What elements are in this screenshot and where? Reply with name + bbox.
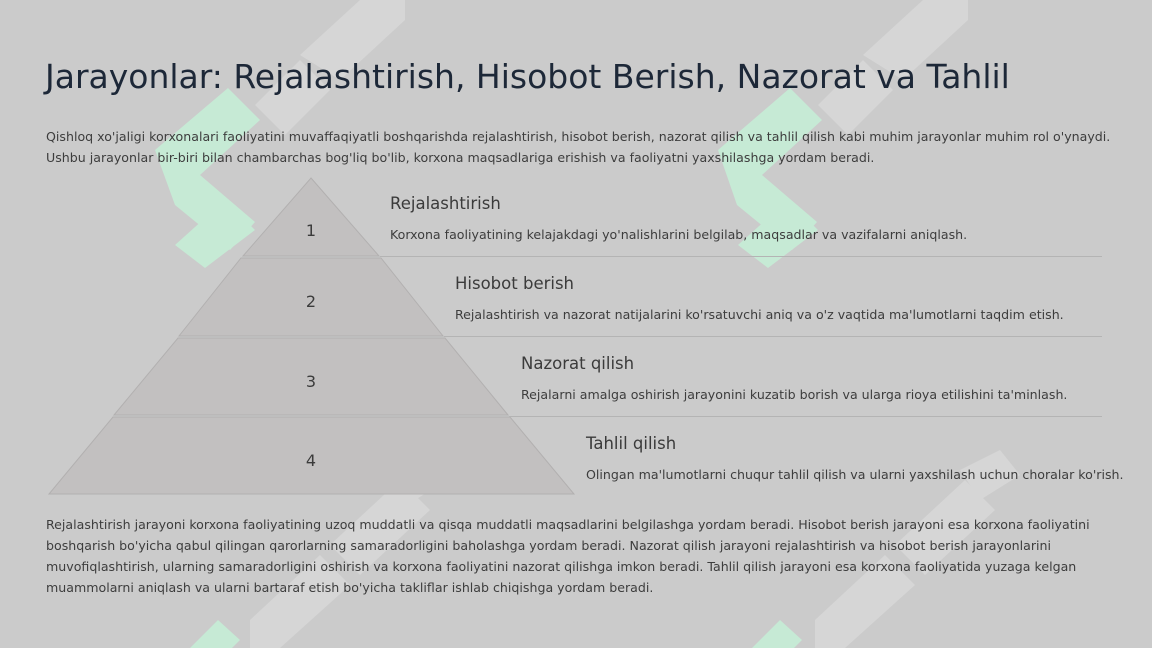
step-description-1: Korxona faoliyatining kelajakdagi yo'nalishlarini belgilab, maqsadlar va vazifalarni aniqlash. [390, 227, 968, 242]
level-number-4: 4 [305, 451, 317, 470]
divider-1 [380, 256, 1102, 257]
divider-2 [444, 336, 1102, 337]
pyramid-level-1 [243, 178, 379, 256]
summary-paragraph: Rejalashtirish jarayoni korxona faoliyatining uzoq muddatli va qisqa muddatli maqsadlarini belgilashga yordam beradi. Hisobot berish jarayoni esa korxona faoliyatini boshqarish bo'yicha qabul qilingan qarorlarning samaradorligini baholashga yordam beradi. Nazorat qilish jarayoni rejalashtirish va hisobot berish jarayonlarini muvofiqlashtirish, ularning samaradorligini oshirish va korxona faoliyatini nazorat qilishga imkon beradi. Tahlil qilish jarayoni esa korxona faoliyatida yuzaga kelgan muammolarni aniqlash va ularni bartaraf etish bo'yicha takliflar ishlab chiqishga yordam beradi. [46, 517, 1090, 595]
intro-paragraph: Qishloq xo'jaligi korxonalari faoliyatini muvaffaqiyatli boshqarishda rejalashtirish, hisobot berish, nazorat qilish va tahlil qilish kabi muhim jarayonlar muhim rol o'ynaydi. Ushbu jarayonlar bir-biri bilan chambarchas bog'liq bo'lib, korxona maqsadlariga erishish va faoliyatni yaxshilashga yordam beradi. [46, 129, 1111, 165]
level-number-1: 1 [305, 221, 317, 240]
step-title-1: Rejalashtirish [390, 194, 501, 213]
step-description-3: Rejalarni amalga oshirish jarayonini kuzatib borish va ularga rioya etilishini ta'minlash. [521, 387, 1068, 402]
step-description-2: Rejalashtirish va nazorat natijalarini ko'rsatuvchi aniq va o'z vaqtida ma'lumotlarni taqdim etish. [455, 307, 1064, 322]
level-number-2: 2 [305, 292, 317, 311]
divider-3 [509, 416, 1102, 417]
page-title: Jarayonlar: Rejalashtirish, Hisobot Berish, Nazorat va Tahlil [45, 57, 1010, 96]
step-title-2: Hisobot berish [455, 274, 575, 293]
level-number-3: 3 [305, 372, 317, 391]
step-description-4: Olingan ma'lumotlarni chuqur tahlil qilish va ularni yaxshilash uchun choralar ko'rish. [586, 467, 1124, 482]
step-title-4: Tahlil qilish [586, 434, 677, 453]
step-title-3: Nazorat qilish [521, 354, 635, 373]
